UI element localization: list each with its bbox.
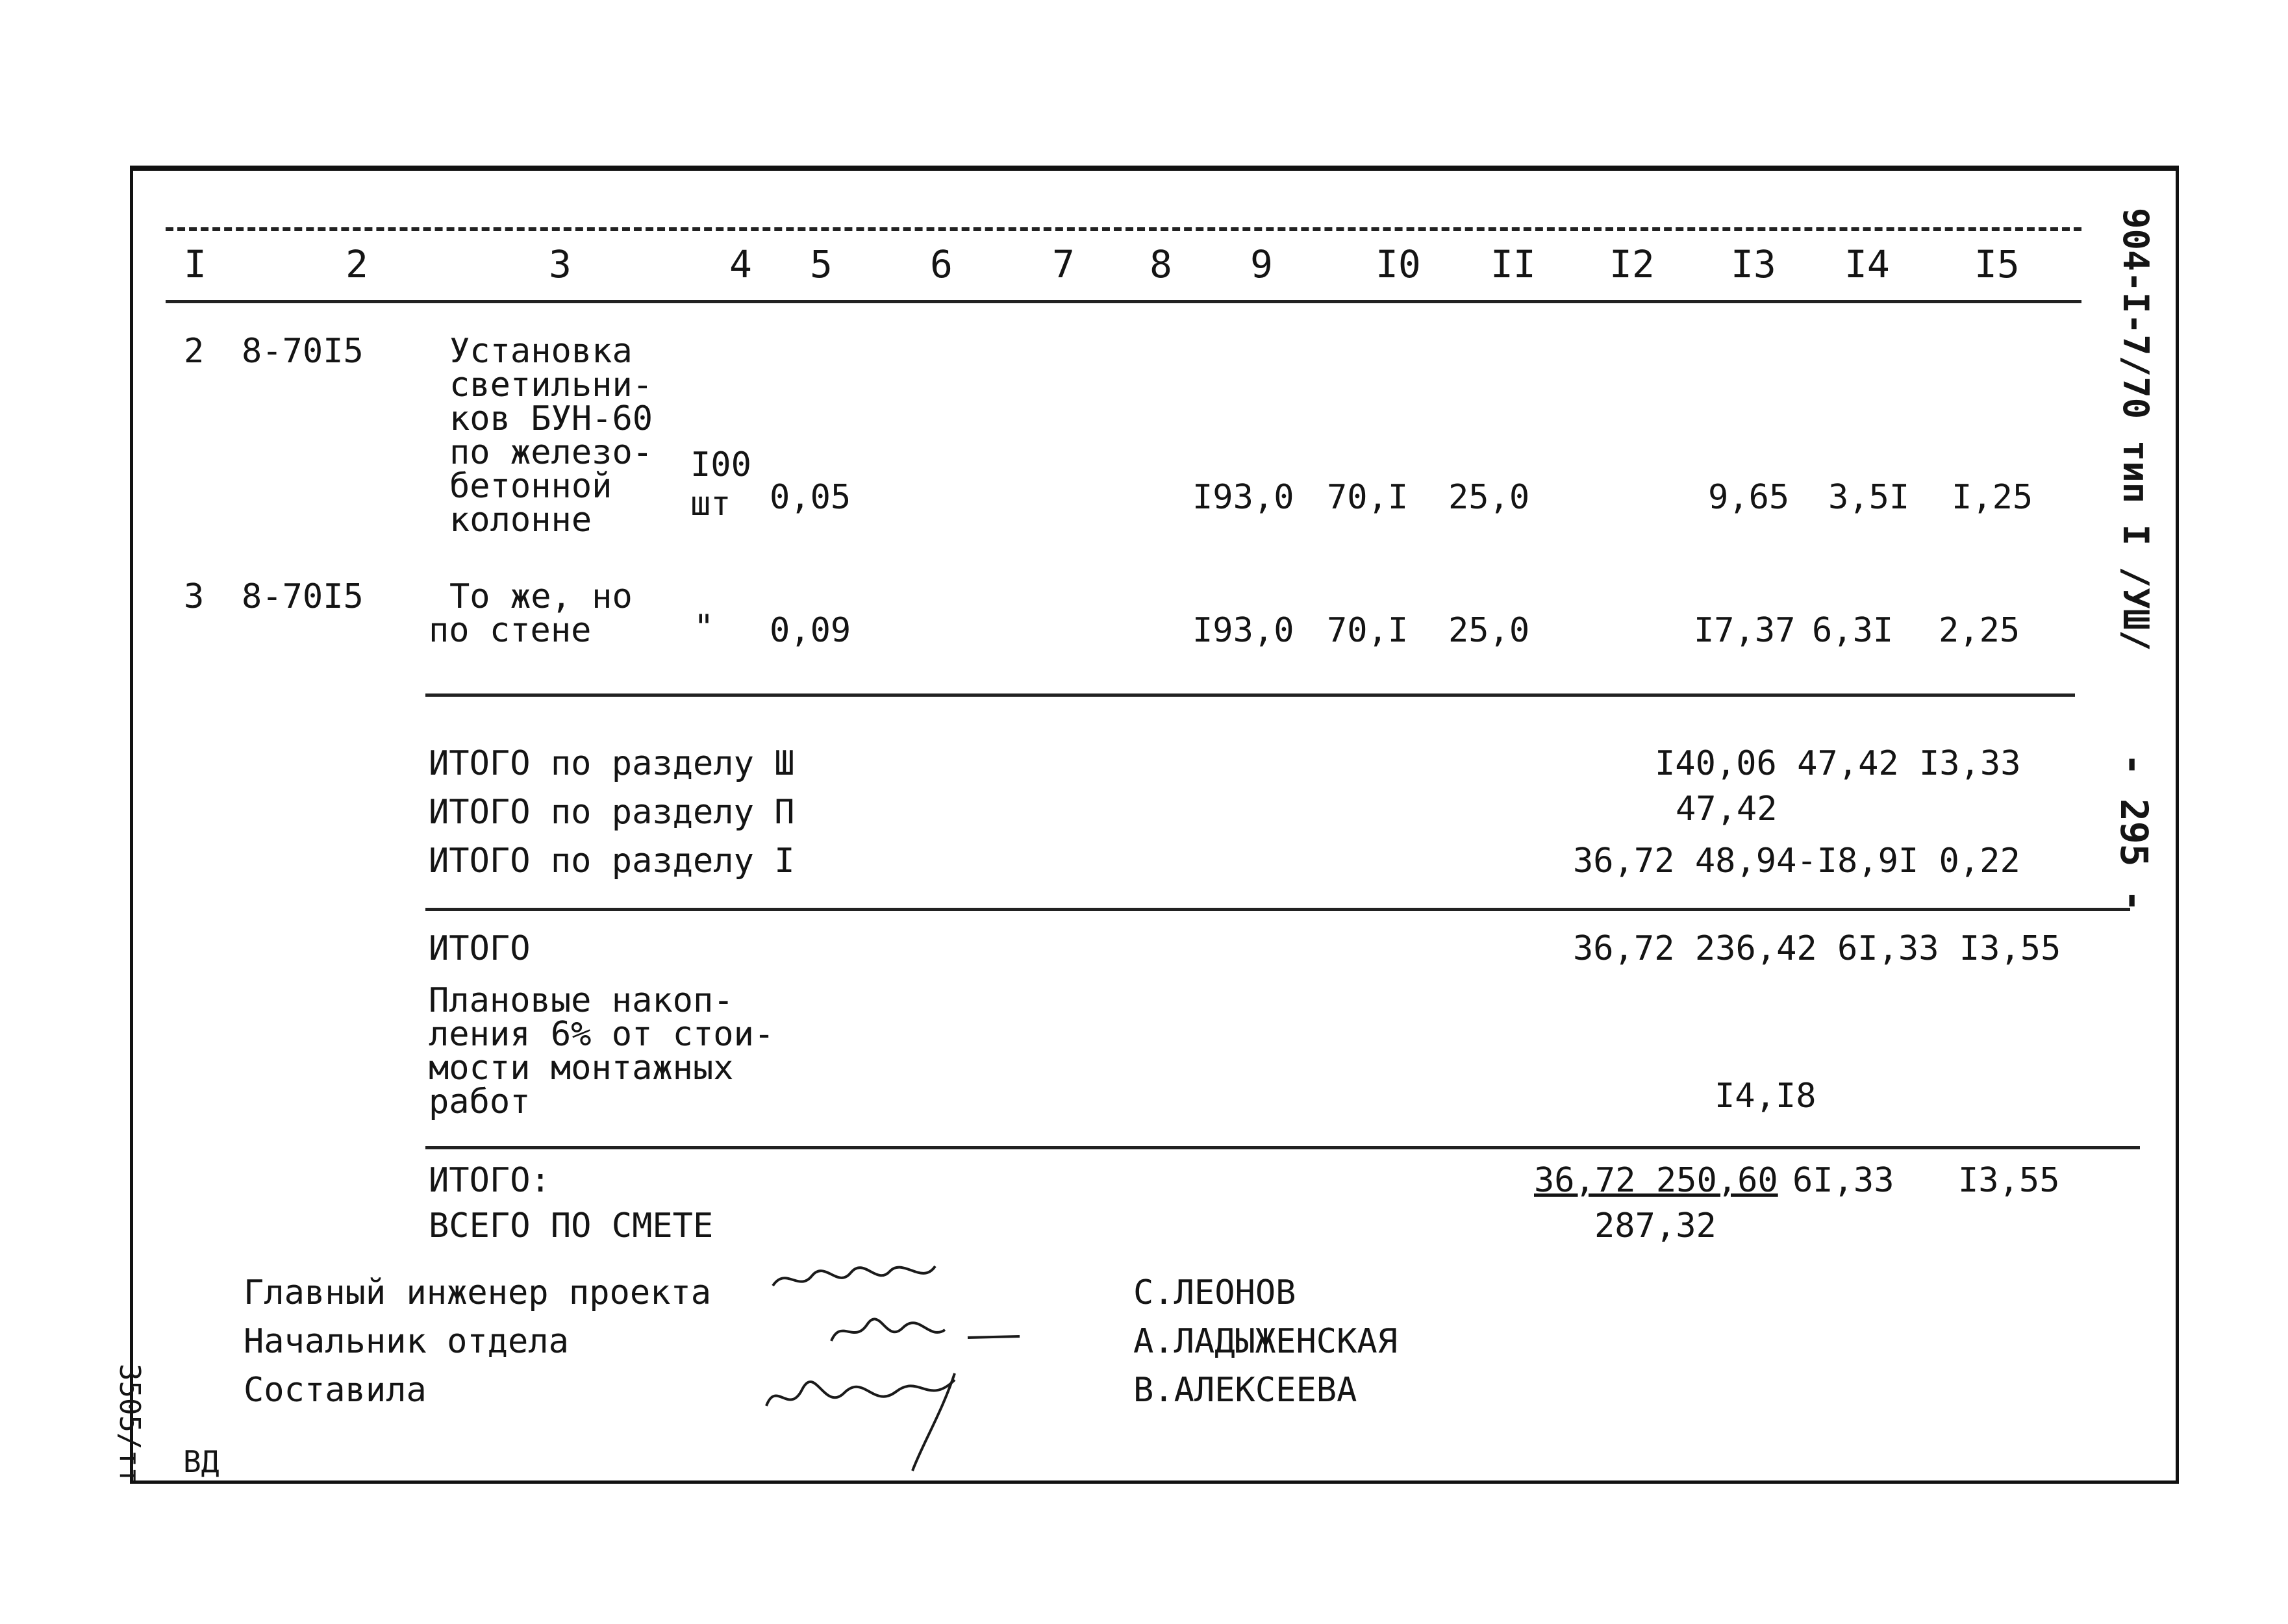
accumulations-line: ления 6% от стои- [429,1015,775,1054]
col-header-7: 7 [1052,242,1075,286]
cell-col14: 3,5I [1828,478,1910,517]
page-number: - 295 - [2112,753,2156,912]
handwritten-signature [766,1253,961,1305]
col-header-11: II [1490,242,1536,286]
description-line: по стене [429,611,592,650]
total-label: ИТОГО [429,929,531,968]
total-values: 36,72 236,42 6I,33 I3,55 [1573,929,2061,968]
col-header-6: 6 [930,242,953,286]
handwritten-signature [760,1354,987,1477]
col-header-14: I4 [1844,242,1890,286]
signature-name: С.ЛЕОНОВ [1133,1273,1296,1312]
col-header-2: 2 [346,242,368,286]
cell-col10: 70,I [1327,611,1409,650]
col-header-9: 9 [1250,242,1273,286]
signature-role: Составила [244,1371,427,1410]
signature-name: В.АЛЕКСЕЕВА [1133,1371,1357,1410]
col-header-15: I5 [1974,242,2020,286]
document-code: 904-I-7/70 тип I /УШ/ [2115,208,2156,651]
subtotal-values: 36,72 48,94-I8,9I 0,22 [1573,842,2020,881]
signature-role: Главный инженер проекта [244,1273,712,1312]
description-line: светильни- [449,366,653,405]
unit: " [694,608,714,647]
cell-col15: 2,25 [1939,611,2020,650]
subtotal-label: ИТОГО по разделу П [429,793,795,832]
description-line: ков БУН-60 [449,399,653,438]
col-header-8: 8 [1150,242,1172,286]
row-code: 8-70I5 [242,332,364,371]
section-rule [425,693,2075,697]
cell-col9: I93,0 [1192,611,1294,650]
cell-col15: I,25 [1952,478,2033,517]
subtotal-label: ИТОГО по разделу Ш [429,744,795,783]
accumulations-value: I4,I8 [1715,1077,1817,1116]
grand-total-label: ИТОГО: [429,1161,551,1200]
subtotal-label: ИТОГО по разделу I [429,842,795,881]
col-header-4: 4 [729,242,752,286]
header-dashed-rule [166,227,2081,231]
cell-col5: 0,09 [770,611,851,650]
row-number: 3 [184,577,205,616]
subtotal-values: I40,06 47,42 I3,33 [1655,744,2021,783]
description-line: То же, но [449,577,633,616]
unit-quantity: I00 [690,445,751,484]
handwritten-signature [825,1305,1039,1357]
estimate-total-value: 287,32 [1594,1206,1716,1245]
accumulations-line: мости монтажных [429,1049,734,1088]
unit: шт [690,484,731,523]
cell-col9: I93,0 [1192,478,1294,517]
section-rule [425,1146,2140,1149]
grand-total-values-underlined: 36,72 250,60 [1534,1161,1778,1200]
cell-col11: 25,0 [1448,611,1530,650]
cell-col11: 25,0 [1448,478,1530,517]
cell-col5: 0,05 [770,478,851,517]
grand-total-value-last: I3,55 [1958,1161,2060,1200]
grand-total-values-rest: 6I,33 [1792,1161,1894,1200]
section-rule [425,908,2130,911]
description-line: колонне [449,501,592,540]
description-line: по железо- [449,433,653,472]
col-header-13: I3 [1731,242,1776,286]
corner-mark: ВД [183,1444,220,1479]
row-code: 8-70I5 [242,577,364,616]
description-line: бетонной [449,467,612,506]
col-header-5: 5 [810,242,833,286]
cell-col14: 6,3I [1812,611,1894,650]
cell-col13: I7,37 [1694,611,1796,650]
col-header-3: 3 [549,242,572,286]
signature-role: Начальник отдела [244,1322,569,1361]
col-header-10: I0 [1376,242,1421,286]
accumulations-line: работ [429,1082,531,1121]
accumulations-line: Плановые накоп- [429,981,734,1020]
inventory-stamp: 3505/тт [113,1364,146,1484]
subtotal-values: 47,42 [1676,790,1778,829]
header-rule [166,300,2081,303]
description-line: Установка [449,332,633,371]
cell-col10: 70,I [1327,478,1409,517]
col-header-12: I2 [1609,242,1655,286]
signature-name: А.ЛАДЫЖЕНСКАЯ [1133,1322,1398,1361]
cell-col13: 9,65 [1708,478,1790,517]
estimate-total-label: ВСЕГО ПО СМЕТЕ [429,1206,714,1245]
row-number: 2 [184,332,205,371]
col-header-1: I [184,242,207,286]
